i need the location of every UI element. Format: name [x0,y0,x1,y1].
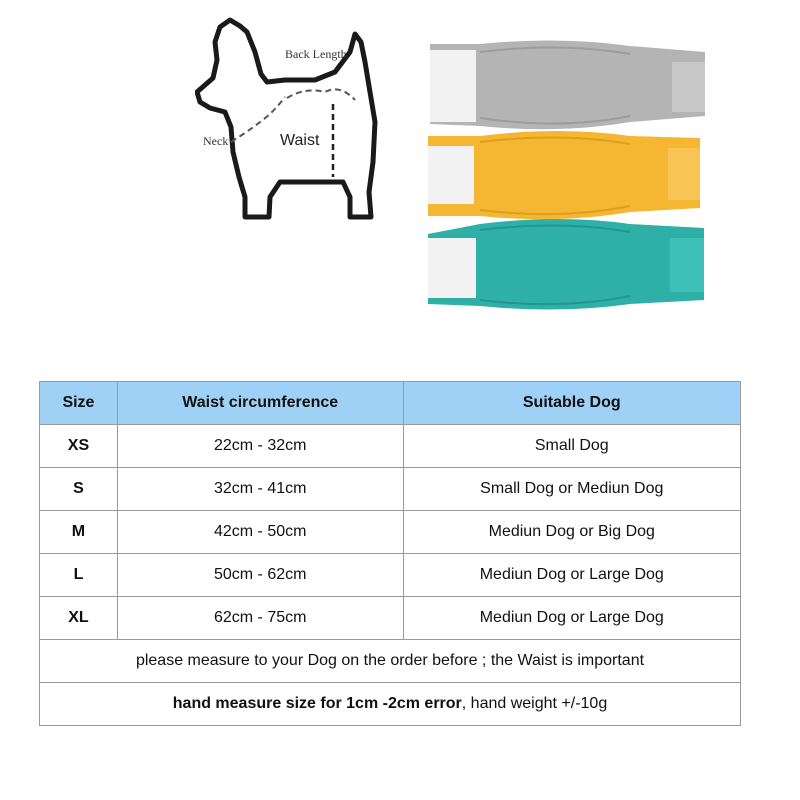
waist-cell: 62cm - 75cm [117,597,403,640]
header-waist-circumference: Waist circumference [117,382,403,425]
diaper-product-images [420,38,710,318]
measure-note: please measure to your Dog on the order before ; the Waist is important [40,640,741,683]
header-suitable-dog: Suitable Dog [403,382,740,425]
back-length-measure-line [287,89,355,100]
waist-cell: 42cm - 50cm [117,511,403,554]
size-cell: M [40,511,118,554]
dog-cell: Mediun Dog or Large Dog [403,554,740,597]
size-table [39,381,741,726]
dog-cell: Small Dog or Mediun Dog [403,468,740,511]
error-note-bold: hand measure size for 1cm -2cm error [172,695,462,712]
table-header-row [40,382,741,425]
waist-cell: 22cm - 32cm [117,425,403,468]
table-row [40,468,741,511]
error-note-rest: , hand weight +/-10g [461,695,608,712]
waist-cell: 32cm - 41cm [117,468,403,511]
size-cell: XS [40,425,118,468]
error-note [40,683,741,726]
dog-cell: Mediun Dog or Large Dog [403,597,740,640]
table-row [40,425,741,468]
size-cell: L [40,554,118,597]
dog-cell: Mediun Dog or Big Dog [403,511,740,554]
table-row [40,511,741,554]
size-cell: XL [40,597,118,640]
yellow-diaper [428,131,700,219]
note-row [40,640,741,683]
neck-measure-line [231,97,285,142]
table-row [40,554,741,597]
back-length-label: Back Length [285,47,347,61]
neck-label: Neck [203,134,229,148]
waist-cell: 50cm - 62cm [117,554,403,597]
dog-cell: Small Dog [403,425,740,468]
waist-label: Waist [280,132,320,149]
teal-diaper [428,219,704,310]
dog-measurement-diagram [195,12,395,232]
note-row [40,683,741,726]
table-row [40,597,741,640]
size-cell: S [40,468,118,511]
grey-diaper [430,40,705,129]
header-size: Size [40,382,118,425]
